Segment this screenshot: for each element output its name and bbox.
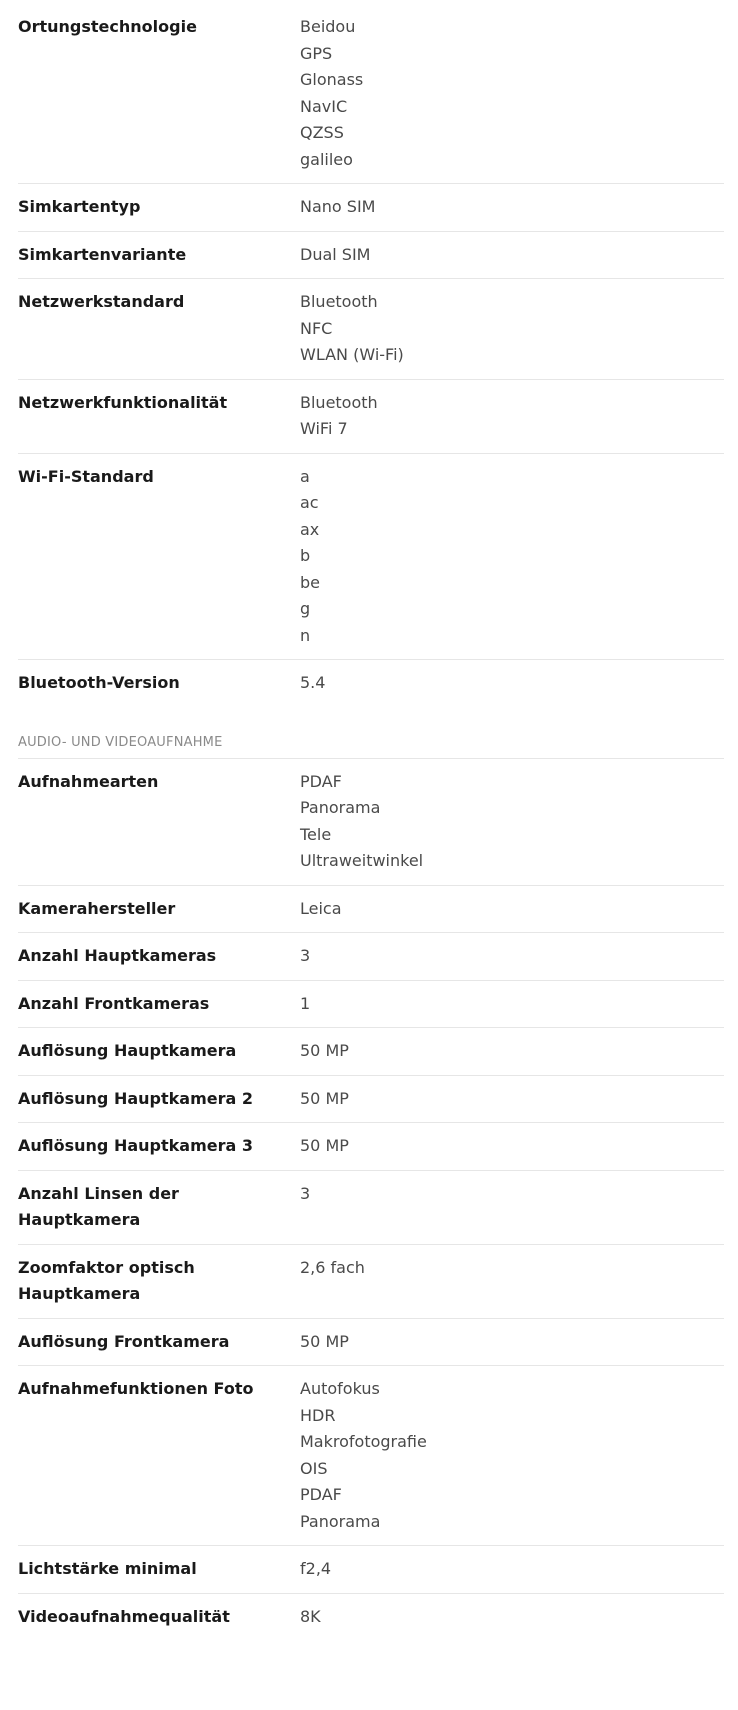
- spec-label: Lichtstärke minimal: [18, 1559, 197, 1578]
- spec-value: Bluetooth: [300, 292, 378, 311]
- spec-row: [18, 759, 724, 886]
- spec-values: [300, 390, 724, 443]
- spec-value: NFC: [300, 318, 333, 338]
- spec-label: Kamerahersteller: [18, 898, 176, 918]
- spec-values: [300, 1556, 724, 1583]
- spec-label: Bluetooth-Version: [18, 673, 180, 692]
- spec-value: 3: [300, 946, 311, 965]
- spec-values: [300, 1181, 724, 1234]
- spec-values: [300, 991, 724, 1018]
- spec-row: [18, 1366, 724, 1546]
- spec-label: Anzahl Hauptkameras: [18, 946, 217, 965]
- spec-label: Ortungstechnologie: [18, 17, 197, 36]
- spec-label: Netzwerkstandard: [18, 292, 185, 311]
- spec-row: [18, 886, 724, 934]
- spec-row: [18, 380, 724, 454]
- spec-label: Anzahl Linsen der Hauptkamera: [18, 1183, 179, 1229]
- spec-value: ac: [300, 493, 319, 512]
- spec-value: Ultraweitwinkel: [300, 851, 424, 870]
- spec-values: [300, 242, 724, 269]
- spec-values: [300, 1329, 724, 1356]
- spec-row: [18, 933, 724, 981]
- spec-row: [18, 1594, 724, 1641]
- spec-row: [18, 1123, 724, 1171]
- spec-value: n: [300, 625, 311, 645]
- spec-label: Wi-Fi-Standard: [18, 466, 154, 486]
- spec-value: galileo: [300, 149, 353, 169]
- spec-row: [18, 279, 724, 380]
- spec-value: Panorama: [300, 1511, 381, 1531]
- spec-values: [300, 14, 724, 173]
- spec-values: [300, 769, 724, 875]
- spec-label: Auflösung Hauptkamera 2: [18, 1088, 253, 1108]
- spec-value: OIS: [300, 1458, 328, 1478]
- spec-value: g: [300, 599, 311, 618]
- spec-value: WiFi 7: [300, 419, 348, 438]
- spec-values: [300, 896, 724, 923]
- spec-value: PDAF: [300, 771, 342, 791]
- spec-value: Tele: [300, 824, 332, 844]
- spec-row: [18, 232, 724, 280]
- spec-row: [18, 660, 724, 707]
- spec-value: NavIC: [300, 96, 348, 116]
- spec-value: f2,4: [300, 1559, 332, 1578]
- spec-label: Netzwerkfunktionalität: [18, 392, 228, 412]
- spec-table: [18, 0, 724, 1640]
- spec-values: [300, 1255, 724, 1308]
- spec-value: Makrofotografie: [300, 1432, 427, 1451]
- spec-value: Bluetooth: [300, 392, 378, 412]
- spec-row: [18, 1171, 724, 1245]
- spec-value: 8K: [300, 1606, 321, 1626]
- spec-value: 2,6 fach: [300, 1257, 365, 1277]
- spec-value: 50 MP: [300, 1136, 349, 1155]
- spec-value: Nano SIM: [300, 197, 376, 216]
- spec-values: [300, 1038, 724, 1065]
- spec-row: [18, 1028, 724, 1076]
- spec-value: 3: [300, 1183, 311, 1203]
- spec-values: [300, 194, 724, 221]
- spec-value: a: [300, 466, 310, 486]
- spec-value: 50 MP: [300, 1088, 349, 1108]
- spec-row: [18, 184, 724, 232]
- spec-row: [18, 981, 724, 1029]
- spec-label: Videoaufnahmequalität: [18, 1606, 230, 1626]
- spec-value: Beidou: [300, 17, 356, 36]
- spec-value: QZSS: [300, 123, 344, 142]
- spec-label: Simkartenvariante: [18, 244, 187, 264]
- spec-value: Dual SIM: [300, 244, 371, 264]
- spec-label: Anzahl Frontkameras: [18, 993, 210, 1013]
- spec-label: Zoomfaktor optisch Hauptkamera: [18, 1257, 195, 1303]
- spec-value: HDR: [300, 1405, 336, 1425]
- spec-row: [18, 1319, 724, 1367]
- spec-row: [18, 1245, 724, 1319]
- spec-value: b: [300, 546, 311, 565]
- spec-label: Auflösung Frontkamera: [18, 1331, 230, 1351]
- spec-value: GPS: [300, 43, 333, 63]
- spec-label: Aufnahmefunktionen Foto: [18, 1379, 254, 1398]
- spec-label: Auflösung Hauptkamera 3: [18, 1136, 253, 1155]
- spec-values: [300, 464, 724, 650]
- spec-label: Simkartentyp: [18, 197, 141, 216]
- spec-label: Auflösung Hauptkamera: [18, 1041, 237, 1060]
- spec-values: [300, 1086, 724, 1113]
- spec-row: [18, 4, 724, 184]
- spec-value: 50 MP: [300, 1041, 349, 1060]
- spec-value: WLAN (Wi-Fi): [300, 345, 404, 364]
- spec-values: [300, 1133, 724, 1160]
- spec-value: 5.4: [300, 673, 326, 692]
- spec-value: be: [300, 572, 320, 592]
- spec-values: [300, 1604, 724, 1631]
- spec-row: [18, 454, 724, 661]
- spec-value: PDAF: [300, 1485, 342, 1504]
- spec-value: 1: [300, 993, 311, 1013]
- spec-value: Glonass: [300, 70, 364, 89]
- section-heading: AUDIO- UND VIDEOAUFNAHME: [18, 707, 724, 759]
- spec-label: Aufnahmearten: [18, 771, 159, 791]
- spec-row: [18, 1546, 724, 1594]
- spec-values: [300, 943, 724, 970]
- spec-value: Leica: [300, 898, 342, 918]
- spec-value: 50 MP: [300, 1331, 349, 1351]
- spec-values: [300, 289, 724, 369]
- spec-values: [300, 1376, 724, 1535]
- spec-value: ax: [300, 519, 320, 539]
- spec-values: [300, 670, 724, 697]
- spec-value: Autofokus: [300, 1379, 380, 1398]
- spec-row: [18, 1076, 724, 1124]
- spec-value: Panorama: [300, 798, 381, 817]
